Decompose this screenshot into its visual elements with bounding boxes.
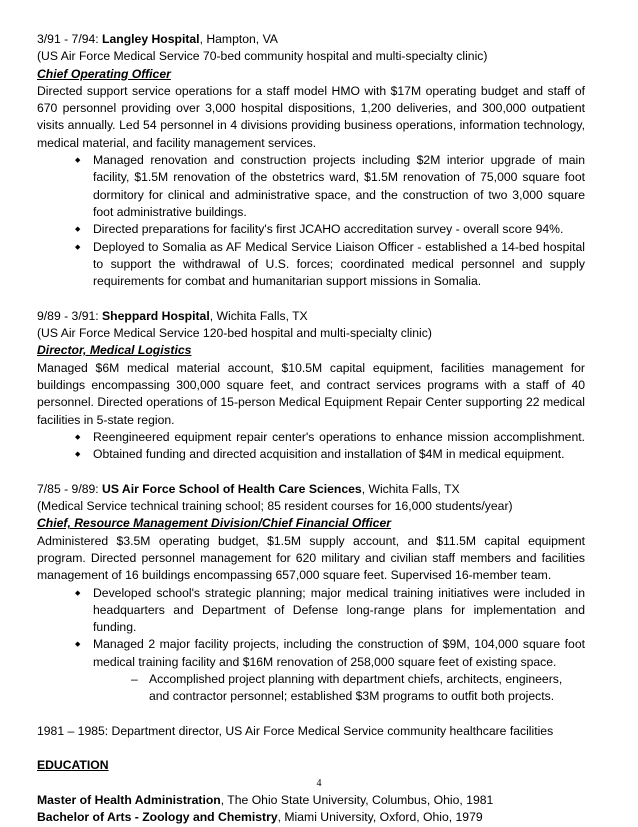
job-summary: Administered $3.5M operating budget, $1.5M supply account, and $11.5M capital equipment program. Directed personnel management for 620 military and civilian staff members and facilities management of 16 buildings encompassing 657,000 square feet. Supervised 16-member team. bbox=[37, 533, 585, 583]
education-entry bbox=[37, 792, 585, 809]
job-bullets bbox=[37, 585, 585, 671]
education-heading: EDUCATION bbox=[37, 758, 109, 773]
job-sub-bullets bbox=[37, 671, 585, 706]
list-item: ◆ Managed renovation and construction projects including $2M interior upgrade of main facility, $1.5M renovation of the obstetrics ward, $1.5M renovation of 75,000 square foot dormitory for clinical and administrative space, and the construction of two 3,000 square foot administrative buildings. bbox=[93, 152, 585, 221]
list-item: ◆ Deployed to Somalia as AF Medical Service Liaison Officer - established a 14-bed hospital to support the withdrawal of U.S. forces; coordinated medical personnel and supply requirements for combat and humanitarian support missions in Somalia. bbox=[93, 239, 585, 291]
job-location: , Hampton, VA bbox=[199, 32, 278, 46]
job-entry-school bbox=[37, 481, 585, 706]
job-bullets bbox=[37, 429, 585, 464]
list-item: – Accomplished project planning with department chiefs, architects, engineers, and contractor personnel; established $3M programs to outfit both projects. bbox=[149, 671, 585, 706]
job-description: (US Air Force Medical Service 120-bed hospital and multi-specialty clinic) bbox=[37, 326, 432, 341]
degree-name: Master of Health Administration bbox=[37, 793, 221, 808]
page-number: 4 bbox=[316, 778, 322, 789]
job-header bbox=[37, 308, 585, 325]
job-entry-sheppard bbox=[37, 308, 585, 464]
job-title: Chief Operating Officer bbox=[37, 66, 171, 81]
job-organization: Sheppard Hospital bbox=[102, 308, 210, 323]
job-entry-langley bbox=[37, 31, 585, 290]
job-header bbox=[37, 481, 585, 498]
job-location: , Wichita Falls, TX bbox=[361, 481, 460, 496]
job-header bbox=[37, 31, 585, 48]
job-organization: US Air Force School of Health Care Sciences bbox=[102, 481, 362, 496]
education-entry bbox=[37, 809, 585, 826]
job-title: Chief, Resource Management Division/Chief Financial Officer bbox=[37, 516, 391, 531]
job-bullets bbox=[37, 152, 585, 290]
job-summary: Directed support service operations for a staff model HMO with $17M operating budget and staff of 670 personnel providing over 3,000 hospital dispositions, 1,200 deliveries, and 300,000 outpatient visits annually. Led 54 personnel in 4 divisions providing business operations, information technology, medical material, and facility management services. bbox=[37, 83, 585, 150]
early-career-line: 1981 – 1985: Department director, US Air Force Medical Service community healthcare facilities bbox=[37, 723, 554, 738]
job-summary: Managed $6M medical material account, $10.5M capital equipment, facilities management for buildings encompassing 300,000 square feet, and contract services programs with a staff of 40 personnel. Directed operations of 15-person Medical Equipment Repair Center supporting 22 medical facilities in 5-state region. bbox=[37, 360, 585, 427]
list-item: ◆ Reengineered equipment repair center's operations to enhance mission accomplishment. bbox=[93, 429, 585, 446]
degree-name: Bachelor of Arts - Zoology and Chemistry bbox=[37, 810, 278, 825]
job-dates: 9/89 - 3/91: bbox=[37, 308, 103, 323]
list-item: ◆ Developed school's strategic planning; major medical training initiatives were included in headquarters and Department of Defense long-range plans for implementation and funding. bbox=[93, 585, 585, 637]
list-item: ◆ Obtained funding and directed acquisition and installation of $4M in medical equipment. bbox=[93, 446, 585, 463]
job-organization: Langley Hospital bbox=[102, 32, 200, 46]
degree-institution: , The Ohio State University, Columbus, Ohio, 1981 bbox=[220, 793, 494, 808]
list-item: ◆ Directed preparations for facility's first JCAHO accreditation survey - overall score 94%. bbox=[93, 221, 585, 238]
degree-institution: , Miami University, Oxford, Ohio, 1979 bbox=[277, 810, 483, 825]
job-dates: 3/91 - 7/94: bbox=[37, 32, 103, 46]
job-dates: 7/85 - 9/89: bbox=[37, 481, 103, 496]
job-location: , Wichita Falls, TX bbox=[209, 308, 308, 323]
job-description: (US Air Force Medical Service 70-bed community hospital and multi-specialty clinic) bbox=[37, 49, 488, 64]
job-title: Director, Medical Logistics bbox=[37, 343, 192, 358]
job-description: (Medical Service technical training school; 85 resident courses for 16,000 students/year) bbox=[37, 499, 513, 514]
resume-page bbox=[37, 31, 585, 827]
list-item: ◆ Managed 2 major facility projects, including the construction of $9M, 104,000 square foot medical training facility and $16M renovation of 258,000 square feet of existing space. bbox=[93, 636, 585, 671]
